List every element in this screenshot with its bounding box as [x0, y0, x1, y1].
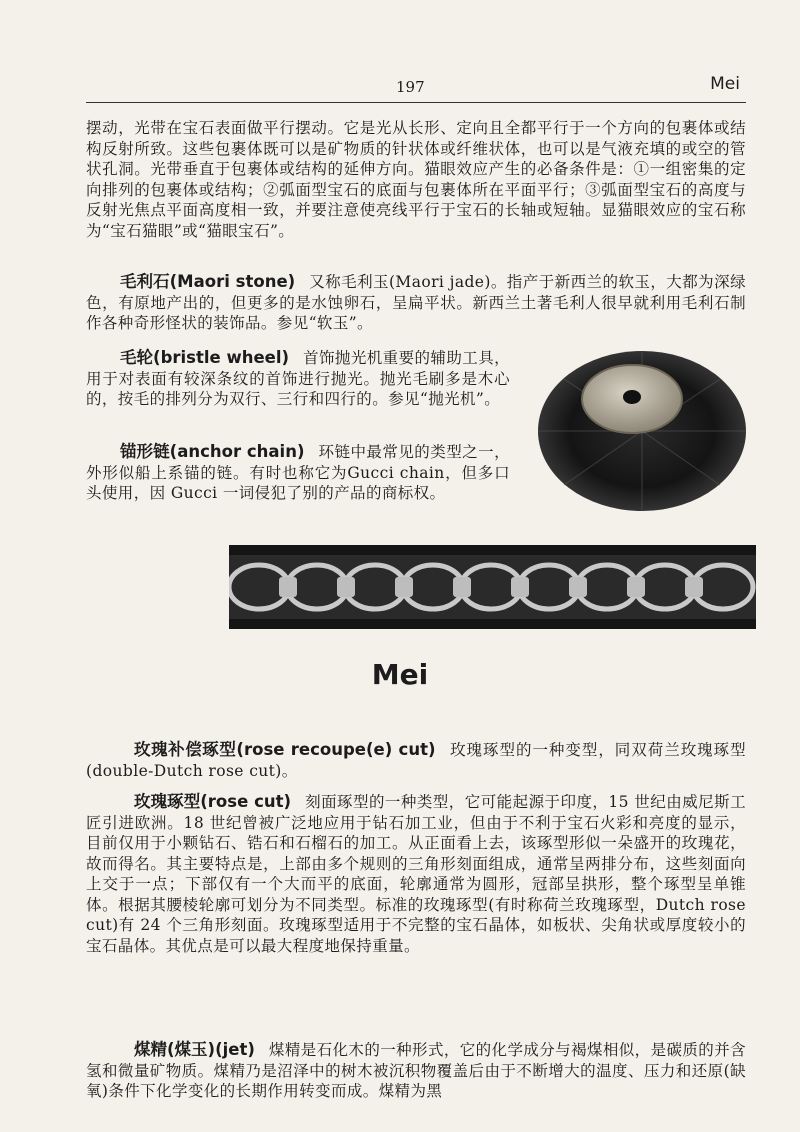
entry-term: 锚形链(anchor chain)	[120, 442, 305, 461]
entry-term: 煤精(煤玉)(jet)	[134, 1040, 255, 1059]
entry-term: 毛利石(Maori stone)	[120, 272, 296, 291]
entry-term: 毛轮(bristle wheel)	[120, 348, 290, 367]
entry-term: 玫瑰琢型(rose cut)	[134, 792, 292, 811]
entry-anchor-chain	[86, 442, 510, 504]
entry-text: 首饰抛光机重要的辅助工具，用于对表面有较深条纹的首饰进行抛光。抛光毛刷多是木心的，按毛的排列分为双行、三行和四行的。参见“抛光机”。	[86, 349, 511, 408]
entry-rose-cut	[86, 792, 746, 956]
entry-text: 环链中最常见的类型之一，外形似船上系锚的链。有时也称它为Gucci chain，但多口头使用，因 Gucci 一词侵犯了别的产品的商标权。	[86, 443, 510, 502]
bristle-wheel-image	[528, 335, 756, 521]
entry-maori-stone	[86, 272, 746, 334]
section-title: Mei	[371, 658, 429, 691]
cat-eye-text: 摆动，光带在宝石表面做平行摆动。它是光从长形、定向且全都平行于一个方向的包裹体或结构反射所致。这些包裹体既可以是矿物质的针状体或纤维状体，也可以是气液充填的或空的管状孔洞。光带垂直于包裹体或结构的延伸方向。猫眼效应产生的必备条件是：①一组密集的定向排列的包裹体或结构；②弧面型宝石的底面与包裹体所在平面平行；③弧面型宝石的高度与反射光焦点平面高度相一致，并要注意使亮线平行于宝石的长轴或短轴。显猫眼效应的宝石称为“宝石猫眼”或“猫眼宝石”。	[86, 119, 746, 240]
anchor-chain-image	[229, 545, 756, 629]
entry-text: 刻面琢型的一种类型，它可能起源于印度，15 世纪由威尼斯工匠引进欧洲。18 世纪曾被广泛地应用于钻石加工业，但由于不利于宝石火彩和亮度的显示，目前仅用于小颗钻石、锆石和石榴石的加工。从正面看上去，该琢型形似一朵盛开的玫瑰花，故而得名。其主要特点是，上部由多个规则的三角形刻面组成，通常呈两排分布，这些刻面向上交于一点；下部仅有一个大而平的底面，轮廓通常为圆形，冠部呈拱形，整个琢型呈单锥体。根据其腰棱轮廓可划分为不同类型。标准的玫瑰琢型(有时称荷兰玫瑰琢型，Dutch rose cut)有 24 个三角形刻面。玫瑰琢型适用于不完整的宝石晶体，如板状、尖角状或厚度较小的宝石晶体。其优点是可以最大程度地保持重量。	[86, 793, 746, 955]
entry-rose-recoupe-cut	[86, 740, 746, 781]
entry-term: 玫瑰补偿琢型(rose recoupe(e) cut)	[134, 740, 436, 759]
entry-text: 又称毛利玉(Maori jade)。指产于新西兰的软玉，大都为深绿色，有原地产出的，但更多的是水蚀卵石，呈扁平状。新西兰土著毛利人很早就利用毛利石制作各种奇形怪状的装饰品。参见“软玉”。	[86, 273, 746, 332]
entry-jet	[86, 1040, 746, 1102]
page-number: 197	[396, 78, 425, 96]
running-head: Mei	[710, 74, 740, 94]
entry-bristle-wheel	[86, 348, 510, 410]
cat-eye-continuation	[86, 118, 746, 241]
page-header	[86, 72, 746, 103]
entry-text: 玫瑰琢型的一种变型，同双荷兰玫瑰琢型(double-Dutch rose cut)。	[86, 741, 747, 780]
entry-text: 煤精是石化木的一种形式，它的化学成分与褐煤相似，是碳质的并含氢和微量矿物质。煤精乃是沼泽中的树木被沉积物覆盖后由于不断增大的温度、压力和还原(缺氧)条件下化学变化的长期作用转变而成。煤精为黑	[86, 1041, 746, 1100]
